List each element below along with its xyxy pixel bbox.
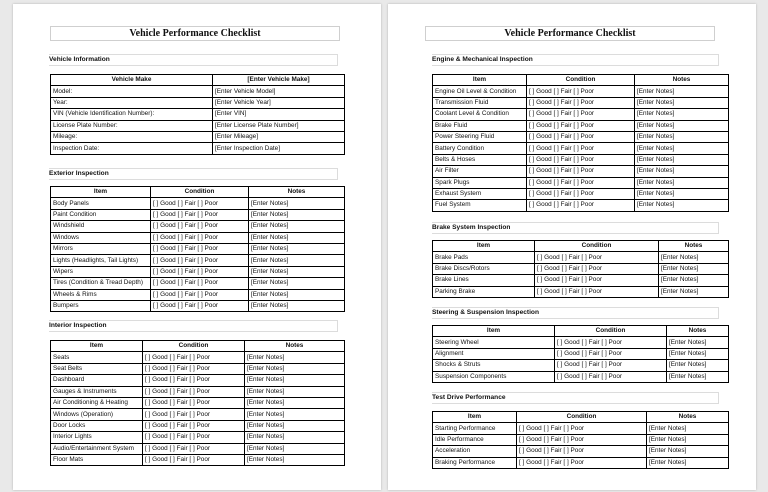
item-cell: Exhaust System <box>433 188 527 199</box>
column-header-notes: Notes <box>667 326 729 337</box>
item-cell: Fuel System <box>433 200 527 211</box>
section-vehicle-information: Vehicle Information <box>49 54 338 66</box>
notes-cell[interactable]: [Enter Notes] <box>647 434 729 445</box>
section-test-drive-performance: Test Drive Performance <box>432 392 719 404</box>
column-header-item: Item <box>51 187 151 198</box>
vehicle-information-table <box>50 74 345 155</box>
table-row <box>433 120 729 131</box>
notes-cell[interactable]: [Enter Notes] <box>245 454 345 465</box>
column-header-notes: Notes <box>647 412 729 423</box>
exterior-inspection-table <box>50 186 345 312</box>
item-cell: Spark Plugs <box>433 177 527 188</box>
field-value[interactable]: [Enter VIN] <box>213 109 345 120</box>
notes-cell[interactable]: [Enter Notes] <box>245 363 345 374</box>
item-cell: Audio/Entertainment System <box>51 443 143 454</box>
condition-cell[interactable]: [ ] Good [ ] Fair [ ] Poor <box>143 454 245 465</box>
column-header-condition: Condition <box>143 341 245 352</box>
item-cell: Engine Oil Level & Condition <box>433 86 527 97</box>
column-header-notes: Notes <box>249 187 345 198</box>
item-cell: Gauges & Instruments <box>51 386 143 397</box>
section-engine-mechanical-inspection: Engine & Mechanical Inspection <box>432 54 719 66</box>
condition-cell[interactable]: [ ] Good [ ] Fair [ ] Poor <box>151 232 249 243</box>
item-cell: Alignment <box>433 348 555 359</box>
notes-cell[interactable]: [Enter Notes] <box>635 200 729 211</box>
column-header-notes: Notes <box>245 341 345 352</box>
table-row <box>51 143 345 154</box>
notes-cell[interactable]: [Enter Notes] <box>249 278 345 289</box>
column-header-item: Item <box>433 326 555 337</box>
condition-cell[interactable]: [ ] Good [ ] Fair [ ] Poor <box>535 263 659 274</box>
item-cell: Braking Performance <box>433 457 517 468</box>
condition-cell[interactable]: [ ] Good [ ] Fair [ ] Poor <box>535 275 659 286</box>
table-row <box>433 188 729 199</box>
condition-cell[interactable]: [ ] Good [ ] Fair [ ] Poor <box>527 131 635 142</box>
column-header-item: Item <box>433 241 535 252</box>
table-row <box>51 109 345 120</box>
field-label: License Plate Number: <box>51 120 213 131</box>
field-label: Inspection Date: <box>51 143 213 154</box>
field-label: Mileage: <box>51 131 213 142</box>
notes-cell[interactable]: [Enter Notes] <box>249 300 345 311</box>
table-row <box>51 375 345 386</box>
condition-cell[interactable]: [ ] Good [ ] Fair [ ] Poor <box>555 337 667 348</box>
notes-cell[interactable]: [Enter Notes] <box>245 432 345 443</box>
notes-cell[interactable]: [Enter Notes] <box>635 166 729 177</box>
column-header-condition: Condition <box>555 326 667 337</box>
notes-cell[interactable]: [Enter Notes] <box>659 252 729 263</box>
condition-cell[interactable]: [ ] Good [ ] Fair [ ] Poor <box>151 209 249 220</box>
condition-cell[interactable]: [ ] Good [ ] Fair [ ] Poor <box>555 371 667 382</box>
item-cell: Parking Brake <box>433 286 535 297</box>
notes-cell[interactable]: [Enter Notes] <box>249 232 345 243</box>
table-row <box>433 252 729 263</box>
table-row <box>433 337 729 348</box>
table-row <box>433 360 729 371</box>
page-title: Vehicle Performance Checklist <box>425 26 715 41</box>
item-cell: Battery Condition <box>433 143 527 154</box>
condition-cell[interactable]: [ ] Good [ ] Fair [ ] Poor <box>151 221 249 232</box>
item-cell: Shocks & Struts <box>433 360 555 371</box>
item-cell: Bumpers <box>51 300 151 311</box>
condition-cell[interactable]: [ ] Good [ ] Fair [ ] Poor <box>143 432 245 443</box>
table-row <box>433 263 729 274</box>
table-row <box>51 300 345 311</box>
notes-cell[interactable]: [Enter Notes] <box>667 360 729 371</box>
table-row <box>51 255 345 266</box>
table-row <box>433 131 729 142</box>
brake-inspection-table <box>432 240 729 298</box>
column-header-notes: Notes <box>659 241 729 252</box>
condition-cell[interactable]: [ ] Good [ ] Fair [ ] Poor <box>151 198 249 209</box>
item-cell: Floor Mats <box>51 454 143 465</box>
table-row <box>433 286 729 297</box>
table-row <box>51 131 345 142</box>
item-cell: Seats <box>51 352 143 363</box>
notes-cell[interactable]: [Enter Notes] <box>635 143 729 154</box>
table-row <box>51 289 345 300</box>
notes-cell[interactable]: [Enter Notes] <box>635 86 729 97</box>
table-row <box>433 457 729 468</box>
condition-cell[interactable]: [ ] Good [ ] Fair [ ] Poor <box>527 177 635 188</box>
condition-cell[interactable]: [ ] Good [ ] Fair [ ] Poor <box>527 97 635 108</box>
notes-cell[interactable]: [Enter Notes] <box>249 243 345 254</box>
table-row <box>51 443 345 454</box>
notes-cell[interactable]: [Enter Notes] <box>245 443 345 454</box>
table-row <box>433 154 729 165</box>
vehicle-make-value[interactable]: [Enter Vehicle Make] <box>213 75 345 86</box>
condition-cell[interactable]: [ ] Good [ ] Fair [ ] Poor <box>555 360 667 371</box>
item-cell: Steering Wheel <box>433 337 555 348</box>
condition-cell[interactable]: [ ] Good [ ] Fair [ ] Poor <box>527 200 635 211</box>
condition-cell[interactable]: [ ] Good [ ] Fair [ ] Poor <box>143 443 245 454</box>
item-cell: Dashboard <box>51 375 143 386</box>
notes-cell[interactable]: [Enter Notes] <box>245 352 345 363</box>
notes-cell[interactable]: [Enter Notes] <box>667 371 729 382</box>
table-row <box>433 371 729 382</box>
table-row <box>51 386 345 397</box>
item-cell: Windshield <box>51 221 151 232</box>
table-row <box>51 97 345 108</box>
field-label: VIN (Vehicle Identification Number): <box>51 109 213 120</box>
page-2 <box>388 4 756 490</box>
item-cell: Door Locks <box>51 420 143 431</box>
section-steering-suspension-inspection: Steering & Suspension Inspection <box>432 307 719 319</box>
notes-cell[interactable]: [Enter Notes] <box>249 198 345 209</box>
notes-cell[interactable]: [Enter Notes] <box>647 423 729 434</box>
item-cell: Brake Fluid <box>433 120 527 131</box>
table-row <box>51 221 345 232</box>
table-row <box>51 209 345 220</box>
table-row <box>433 97 729 108</box>
notes-cell[interactable]: [Enter Notes] <box>635 188 729 199</box>
item-cell: Belts & Hoses <box>433 154 527 165</box>
notes-cell[interactable]: [Enter Notes] <box>245 386 345 397</box>
notes-cell[interactable]: [Enter Notes] <box>667 337 729 348</box>
table-row <box>433 143 729 154</box>
column-header-item: Item <box>433 412 517 423</box>
notes-cell[interactable]: [Enter Notes] <box>245 397 345 408</box>
notes-cell[interactable]: [Enter Notes] <box>245 409 345 420</box>
field-value[interactable]: [Enter License Plate Number] <box>213 120 345 131</box>
table-row <box>51 120 345 131</box>
column-header-condition: Condition <box>527 75 635 86</box>
condition-cell[interactable]: [ ] Good [ ] Fair [ ] Poor <box>535 286 659 297</box>
notes-cell[interactable]: [Enter Notes] <box>647 457 729 468</box>
field-label: Model: <box>51 86 213 97</box>
notes-cell[interactable]: [Enter Notes] <box>635 131 729 142</box>
item-cell: Interior Lights <box>51 432 143 443</box>
item-cell: Coolant Level & Condition <box>433 109 527 120</box>
table-row <box>433 177 729 188</box>
item-cell: Idle Performance <box>433 434 517 445</box>
condition-cell[interactable]: [ ] Good [ ] Fair [ ] Poor <box>517 434 647 445</box>
condition-cell[interactable]: [ ] Good [ ] Fair [ ] Poor <box>151 300 249 311</box>
table-row <box>51 432 345 443</box>
table-row <box>433 434 729 445</box>
condition-cell[interactable]: [ ] Good [ ] Fair [ ] Poor <box>527 109 635 120</box>
field-value[interactable]: [Enter Inspection Date] <box>213 143 345 154</box>
table-row <box>51 352 345 363</box>
item-cell: Air Conditioning & Heating <box>51 397 143 408</box>
table-row <box>433 423 729 434</box>
table-row <box>433 446 729 457</box>
page-title: Vehicle Performance Checklist <box>50 26 340 41</box>
table-row <box>51 198 345 209</box>
table-row <box>433 348 729 359</box>
column-header-item: Item <box>433 75 527 86</box>
section-interior-inspection: Interior Inspection <box>49 320 338 332</box>
item-cell: Lights (Headlights, Tail Lights) <box>51 255 151 266</box>
item-cell: Windows (Operation) <box>51 409 143 420</box>
engine-inspection-table <box>432 74 729 212</box>
notes-cell[interactable]: [Enter Notes] <box>249 255 345 266</box>
table-row <box>433 166 729 177</box>
item-cell: Paint Condition <box>51 209 151 220</box>
page-1 <box>13 4 381 490</box>
table-row <box>51 363 345 374</box>
table-row <box>433 275 729 286</box>
section-exterior-inspection: Exterior Inspection <box>49 168 338 180</box>
condition-cell[interactable]: [ ] Good [ ] Fair [ ] Poor <box>151 278 249 289</box>
condition-cell[interactable]: [ ] Good [ ] Fair [ ] Poor <box>527 143 635 154</box>
item-cell: Power Steering Fluid <box>433 131 527 142</box>
table-row <box>51 420 345 431</box>
item-cell: Acceleration <box>433 446 517 457</box>
table-row <box>433 86 729 97</box>
item-cell: Brake Pads <box>433 252 535 263</box>
vehicle-make-header: Vehicle Make <box>51 75 213 86</box>
condition-cell[interactable]: [ ] Good [ ] Fair [ ] Poor <box>151 289 249 300</box>
column-header-notes: Notes <box>635 75 729 86</box>
condition-cell[interactable]: [ ] Good [ ] Fair [ ] Poor <box>143 397 245 408</box>
condition-cell[interactable]: [ ] Good [ ] Fair [ ] Poor <box>143 363 245 374</box>
steering-inspection-table <box>432 325 729 383</box>
item-cell: Wheels & Rims <box>51 289 151 300</box>
condition-cell[interactable]: [ ] Good [ ] Fair [ ] Poor <box>143 386 245 397</box>
column-header-item: Item <box>51 341 143 352</box>
condition-cell[interactable]: [ ] Good [ ] Fair [ ] Poor <box>151 266 249 277</box>
condition-cell[interactable]: [ ] Good [ ] Fair [ ] Poor <box>151 243 249 254</box>
condition-cell[interactable]: [ ] Good [ ] Fair [ ] Poor <box>151 255 249 266</box>
condition-cell[interactable]: [ ] Good [ ] Fair [ ] Poor <box>143 420 245 431</box>
condition-cell[interactable]: [ ] Good [ ] Fair [ ] Poor <box>527 166 635 177</box>
condition-cell[interactable]: [ ] Good [ ] Fair [ ] Poor <box>143 352 245 363</box>
notes-cell[interactable]: [Enter Notes] <box>249 289 345 300</box>
table-row <box>51 232 345 243</box>
table-row <box>433 200 729 211</box>
condition-cell[interactable]: [ ] Good [ ] Fair [ ] Poor <box>143 409 245 420</box>
field-value[interactable]: [Enter Vehicle Year] <box>213 97 345 108</box>
item-cell: Seat Belts <box>51 363 143 374</box>
item-cell: Suspension Components <box>433 371 555 382</box>
item-cell: Windows <box>51 232 151 243</box>
notes-cell[interactable]: [Enter Notes] <box>635 120 729 131</box>
notes-cell[interactable]: [Enter Notes] <box>249 209 345 220</box>
notes-cell[interactable]: [Enter Notes] <box>635 109 729 120</box>
notes-cell[interactable]: [Enter Notes] <box>659 263 729 274</box>
table-row <box>51 243 345 254</box>
condition-cell[interactable]: [ ] Good [ ] Fair [ ] Poor <box>527 154 635 165</box>
item-cell: Mirrors <box>51 243 151 254</box>
table-row <box>51 86 345 97</box>
condition-cell[interactable]: [ ] Good [ ] Fair [ ] Poor <box>527 188 635 199</box>
table-row <box>51 454 345 465</box>
notes-cell[interactable]: [Enter Notes] <box>249 221 345 232</box>
notes-cell[interactable]: [Enter Notes] <box>245 375 345 386</box>
condition-cell[interactable]: [ ] Good [ ] Fair [ ] Poor <box>517 423 647 434</box>
item-cell: Air Filter <box>433 166 527 177</box>
column-header-condition: Condition <box>517 412 647 423</box>
field-label: Year: <box>51 97 213 108</box>
condition-cell[interactable]: [ ] Good [ ] Fair [ ] Poor <box>555 348 667 359</box>
column-header-condition: Condition <box>151 187 249 198</box>
notes-cell[interactable]: [Enter Notes] <box>635 177 729 188</box>
table-row <box>51 266 345 277</box>
item-cell: Starting Performance <box>433 423 517 434</box>
item-cell: Tires (Condition & Tread Depth) <box>51 278 151 289</box>
test-drive-table <box>432 411 729 469</box>
interior-inspection-table <box>50 340 345 466</box>
condition-cell[interactable]: [ ] Good [ ] Fair [ ] Poor <box>527 120 635 131</box>
table-row <box>51 409 345 420</box>
table-row <box>51 397 345 408</box>
section-brake-system-inspection: Brake System Inspection <box>432 222 719 234</box>
item-cell: Transmission Fluid <box>433 97 527 108</box>
item-cell: Body Panels <box>51 198 151 209</box>
notes-cell[interactable]: [Enter Notes] <box>659 286 729 297</box>
column-header-condition: Condition <box>535 241 659 252</box>
notes-cell[interactable]: [Enter Notes] <box>249 266 345 277</box>
item-cell: Brake Lines <box>433 275 535 286</box>
notes-cell[interactable]: [Enter Notes] <box>647 446 729 457</box>
condition-cell[interactable]: [ ] Good [ ] Fair [ ] Poor <box>527 86 635 97</box>
notes-cell[interactable]: [Enter Notes] <box>659 275 729 286</box>
condition-cell[interactable]: [ ] Good [ ] Fair [ ] Poor <box>535 252 659 263</box>
item-cell: Wipers <box>51 266 151 277</box>
condition-cell[interactable]: [ ] Good [ ] Fair [ ] Poor <box>143 375 245 386</box>
table-row <box>433 109 729 120</box>
notes-cell[interactable]: [Enter Notes] <box>635 97 729 108</box>
notes-cell[interactable]: [Enter Notes] <box>635 154 729 165</box>
field-value[interactable]: [Enter Vehicle Model] <box>213 86 345 97</box>
field-value[interactable]: [Enter Mileage] <box>213 131 345 142</box>
notes-cell[interactable]: [Enter Notes] <box>667 348 729 359</box>
item-cell: Brake Discs/Rotors <box>433 263 535 274</box>
condition-cell[interactable]: [ ] Good [ ] Fair [ ] Poor <box>517 446 647 457</box>
table-row <box>51 278 345 289</box>
condition-cell[interactable]: [ ] Good [ ] Fair [ ] Poor <box>517 457 647 468</box>
notes-cell[interactable]: [Enter Notes] <box>245 420 345 431</box>
